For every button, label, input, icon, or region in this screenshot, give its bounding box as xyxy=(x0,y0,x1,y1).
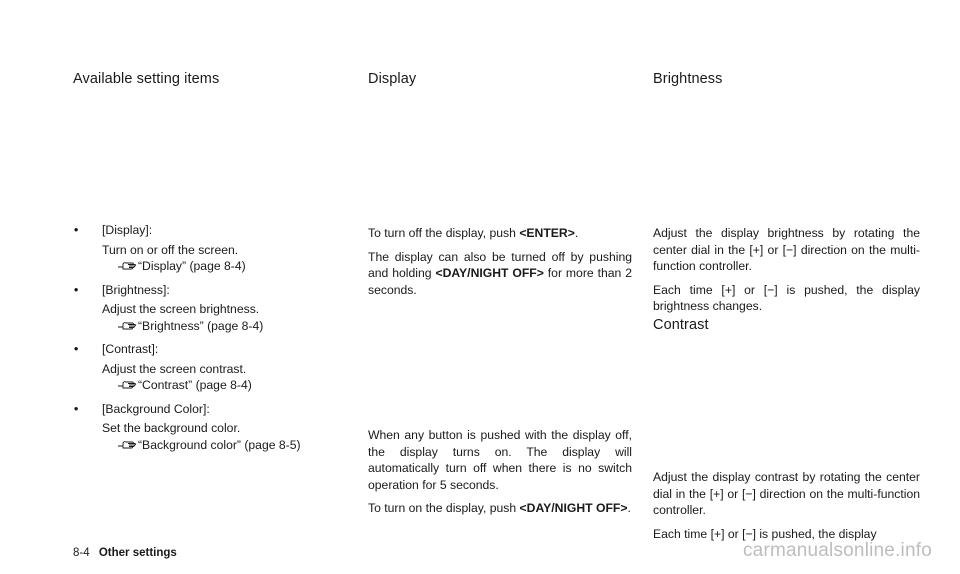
display-paragraph-4 xyxy=(368,500,632,517)
display-paragraph-1 xyxy=(368,225,632,242)
brightness-paragraph-2: Each time [+] or [−] is pushed, the display brightness changes. xyxy=(653,282,920,313)
item-description: Set the background color. xyxy=(102,421,241,435)
item-description: Turn on or off the screen. xyxy=(102,242,239,257)
list-item-display xyxy=(74,222,344,275)
item-reference xyxy=(102,318,344,335)
display-p1-text: To turn off the display, push xyxy=(368,226,516,240)
page-number: 8-4 xyxy=(73,547,90,559)
display-p4-end: . xyxy=(627,501,631,515)
display-p1-end: . xyxy=(574,226,579,240)
bullet: • xyxy=(74,342,79,356)
display-section-upper xyxy=(368,225,632,305)
reference-pointing-hand-icon xyxy=(117,259,137,271)
reference-pointing-hand-icon xyxy=(117,378,137,390)
brightness-section xyxy=(653,225,920,322)
display-section-lower xyxy=(368,427,632,524)
day-night-off-key-label: <DAY/NIGHT OFF> xyxy=(519,501,628,515)
display-p4-text: To turn on the display, push xyxy=(368,501,517,515)
reference-text: “Display” (page 8-4) xyxy=(138,259,246,273)
contrast-paragraph-1: Adjust the display contrast by rotating the center dial in the [+] or [−] direction on the multi-function controller. xyxy=(653,470,920,517)
reference-text: “Background color” (page 8-5) xyxy=(138,437,301,452)
footer-section-title: Other settings xyxy=(98,547,177,559)
bullet: • xyxy=(74,282,79,297)
list-item-background-color xyxy=(74,401,344,454)
item-label: [Background Color]: xyxy=(102,401,210,416)
item-reference xyxy=(102,258,344,275)
item-reference xyxy=(102,437,344,454)
heading-brightness: Brightness xyxy=(653,71,723,87)
bullet: • xyxy=(74,223,79,237)
item-label: [Brightness]: xyxy=(102,282,170,297)
available-items-list xyxy=(74,222,344,460)
heading-contrast: Contrast xyxy=(653,317,709,333)
contrast-paragraph-2: Each time [+] or [−] is pushed, the display xyxy=(653,526,877,541)
reference-pointing-hand-icon xyxy=(117,438,137,450)
reference-text: “Brightness” (page 8-4) xyxy=(138,318,264,333)
item-reference xyxy=(102,377,344,394)
contrast-section xyxy=(653,469,920,549)
reference-pointing-hand-icon xyxy=(117,319,137,331)
display-p2-text: The display can also be turned off by pushing and holding xyxy=(368,249,632,280)
day-night-off-key-label: <DAY/NIGHT OFF> xyxy=(435,266,544,280)
item-label: [Contrast]: xyxy=(102,342,159,356)
reference-text: “Contrast” (page 8-4) xyxy=(138,378,252,392)
page-footer xyxy=(73,547,177,559)
list-item-contrast xyxy=(74,341,344,394)
display-paragraph-2 xyxy=(368,249,632,299)
watermark: carmanualsonline.info xyxy=(742,540,932,561)
item-description: Adjust the screen brightness. xyxy=(102,302,260,316)
item-description: Adjust the screen contrast. xyxy=(102,361,247,376)
display-p2-end: for more than 2 seconds. xyxy=(368,266,632,297)
brightness-paragraph-1: Adjust the display brightness by rotating the center dial in the [+] or [−] direction on the multi-function controller. xyxy=(653,226,920,273)
display-paragraph-3: When any button is pushed with the display off, the display turns on. The display will automatically turn off when there is no switch operation for 5 seconds. xyxy=(368,428,632,492)
bullet: • xyxy=(74,401,79,416)
item-label: [Display]: xyxy=(102,223,153,237)
list-item-brightness xyxy=(74,282,344,335)
enter-key-label: <ENTER> xyxy=(519,226,575,240)
heading-available-setting-items: Available setting items xyxy=(73,71,220,87)
heading-display: Display xyxy=(368,71,417,87)
